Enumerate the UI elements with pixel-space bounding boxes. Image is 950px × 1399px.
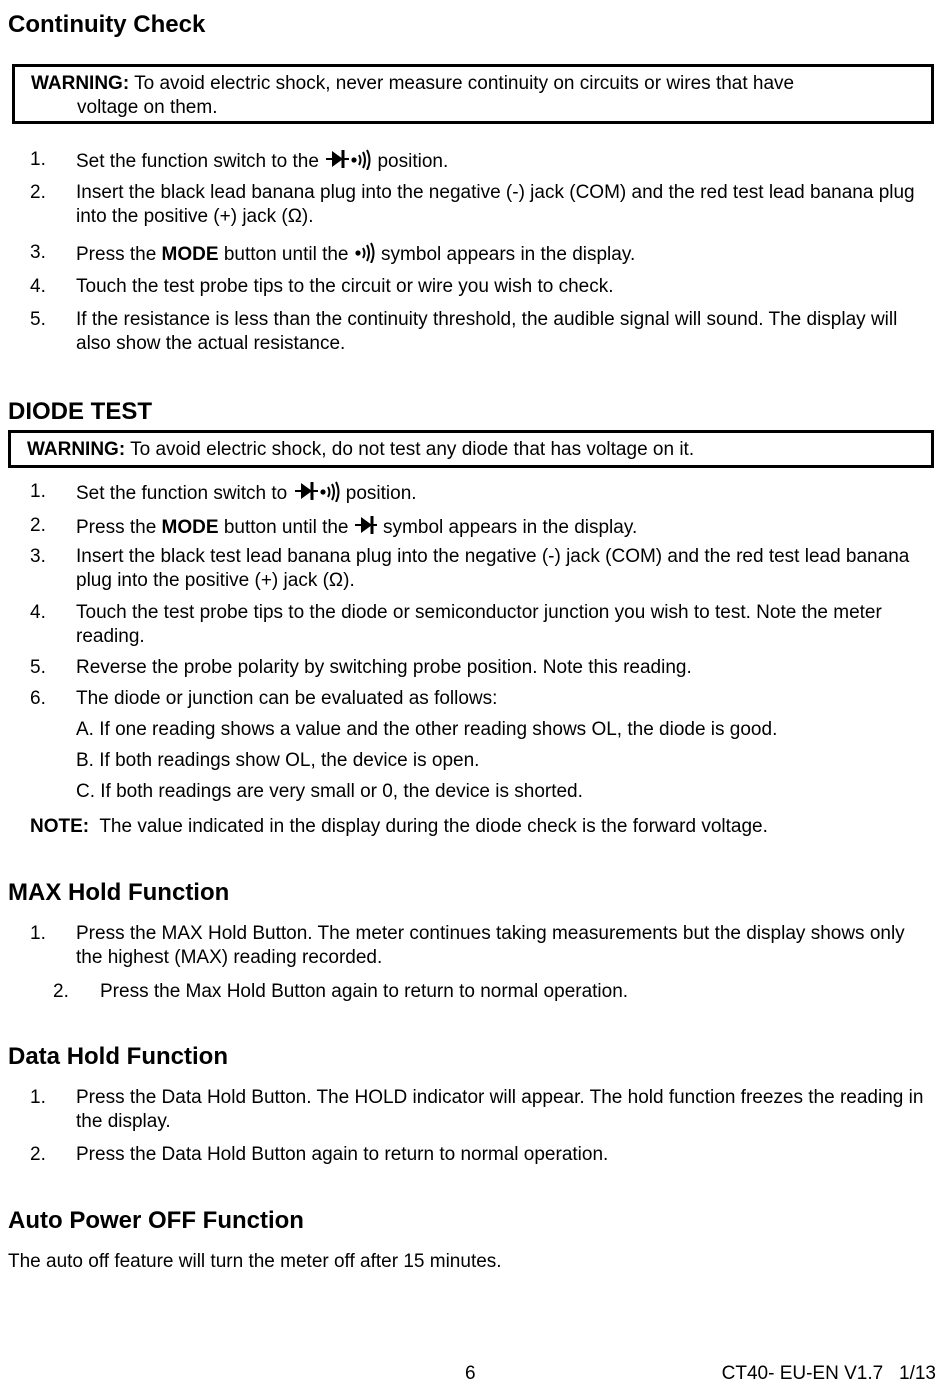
step-text: Insert the black test lead banana plug into the negative (-) jack (COM) and the red test lead banana plug into the positive (+) jack (Ω). — [76, 546, 910, 591]
step-text: position. — [345, 483, 417, 504]
step-number: 1. — [30, 481, 46, 502]
diode-warning-box — [8, 430, 934, 468]
step-number: 2. — [30, 182, 46, 203]
warning-text-line2: voltage on them. — [77, 97, 218, 118]
diode-continuity-icon — [324, 148, 372, 170]
evaluation-item: C. If both readings are very small or 0, the device is shorted. — [76, 781, 583, 802]
step-text: Reverse the probe polarity by switching probe position. Note this reading. — [76, 657, 692, 678]
step-number: 4. — [30, 602, 46, 623]
diode-heading: DIODE TEST — [8, 398, 153, 425]
step-number: 6. — [30, 688, 46, 709]
step-text: Touch the test probe tips to the diode or semiconductor junction you wish to test. Note the meter reading. — [76, 602, 882, 647]
max-hold-heading: MAX Hold Function — [8, 879, 230, 906]
step-text: Set the function switch to — [76, 483, 288, 504]
note-text: The value indicated in the display during the diode check is the forward voltage. — [99, 816, 768, 837]
step-number: 5. — [30, 657, 46, 678]
step-text: symbol appears in the display. — [381, 244, 636, 265]
step-text: Press the Max Hold Button again to return to normal operation. — [100, 981, 629, 1002]
continuity-sound-icon — [354, 241, 376, 263]
evaluation-item: B. If both readings show OL, the device is open. — [76, 750, 480, 771]
diode-note — [30, 815, 768, 839]
continuity-warning-box — [12, 64, 934, 124]
step-number: 4. — [30, 276, 46, 297]
step-number: 2. — [53, 981, 69, 1002]
step-text: button until the — [223, 244, 349, 265]
step-text: Press the Data Hold Button again to return to normal operation. — [76, 1144, 609, 1165]
step-text: Set the function switch to the — [76, 151, 319, 172]
step-text: Press the — [76, 244, 157, 265]
evaluation-item: A. If one reading shows a value and the other reading shows OL, the diode is good. — [76, 719, 778, 740]
page-number: 6 — [465, 1363, 476, 1384]
step-number: 1. — [30, 923, 46, 944]
step-text: Press the MAX Hold Button. The meter continues taking measurements but the display shows only the highest (MAX) reading recorded. — [76, 923, 905, 968]
warning-label: WARNING: — [27, 439, 126, 460]
step-number: 1. — [30, 149, 46, 170]
step-number: 3. — [30, 242, 46, 263]
mode-label: MODE — [161, 517, 219, 538]
continuity-heading: Continuity Check — [8, 11, 206, 38]
mode-label: MODE — [161, 244, 219, 265]
data-hold-heading: Data Hold Function — [8, 1043, 228, 1070]
auto-off-heading: Auto Power OFF Function — [8, 1207, 304, 1234]
step-text: Insert the black lead banana plug into the negative (-) jack (COM) and the red test lead banana plug into the positive (+) jack (Ω). — [76, 182, 915, 227]
warning-text: To avoid electric shock, do not test any diode that has voltage on it. — [130, 439, 695, 460]
step-number: 1. — [30, 1087, 46, 1108]
step-number: 2. — [30, 1144, 46, 1165]
step-text: Press the — [76, 517, 157, 538]
diode-continuity-icon — [293, 480, 341, 502]
step-text: position. — [377, 151, 449, 172]
step-text: Touch the test probe tips to the circuit or wire you wish to check. — [76, 276, 614, 297]
step-text: button until the — [223, 517, 349, 538]
note-label: NOTE: — [30, 816, 90, 837]
auto-off-text: The auto off feature will turn the meter off after 15 minutes. — [8, 1251, 502, 1272]
diode-icon — [354, 514, 378, 536]
step-text: The diode or junction can be evaluated as follows: — [76, 688, 498, 709]
warning-text: To avoid electric shock, never measure continuity on circuits or wires that have — [134, 73, 795, 94]
step-number: 3. — [30, 546, 46, 567]
step-text: symbol appears in the display. — [383, 517, 638, 538]
step-text: Press the Data Hold Button. The HOLD indicator will appear. The hold function freezes the reading in the display. — [76, 1087, 924, 1132]
document-id: CT40- EU-EN V1.7 1/13 — [721, 1363, 936, 1384]
warning-label: WARNING: — [31, 73, 130, 94]
step-number: 2. — [30, 515, 46, 536]
step-number: 5. — [30, 309, 46, 330]
step-text: If the resistance is less than the continuity threshold, the audible signal will sound. The display will also show the actual resistance. — [76, 309, 898, 354]
